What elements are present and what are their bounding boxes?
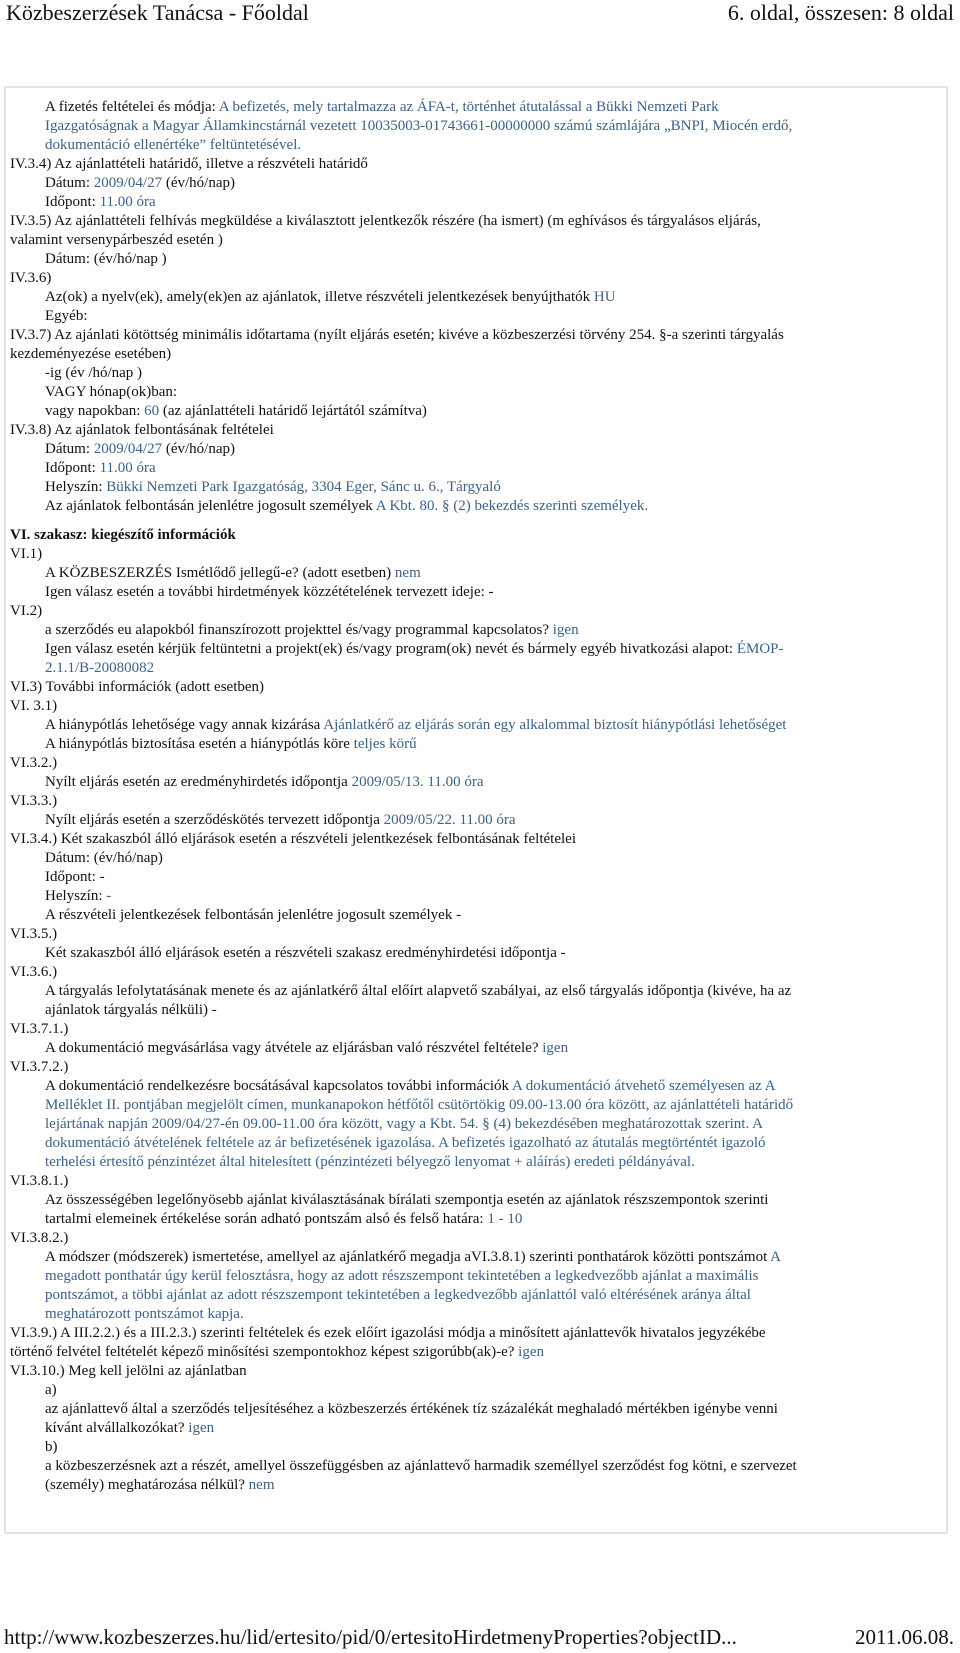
field-value: 60 — [144, 403, 160, 419]
text-line — [10, 174, 942, 193]
field-value: 2009/05/13. 11.00 óra — [351, 774, 484, 790]
field-value: 11.00 óra — [99, 460, 156, 476]
text-line — [10, 288, 942, 307]
field-label: Időpont: - — [45, 869, 105, 885]
text-line — [10, 697, 942, 716]
field-label: Helyszín: — [45, 479, 107, 495]
field-label: A dokumentáció megvásárlása vagy átvétele az eljárásban való részvétel feltétele? — [45, 1040, 543, 1056]
field-label: VI.3) További információk (adott esetben) — [10, 679, 265, 695]
text-line — [10, 1134, 942, 1153]
text-line — [10, 231, 942, 250]
text-line — [10, 963, 942, 982]
text-line — [10, 1400, 942, 1419]
field-label: VI.3.4.) Két szakaszból álló eljárások esetén a részvételi jelentkezések felbontásának feltételei — [10, 831, 576, 847]
field-label: VI.3.8.1.) — [10, 1173, 69, 1189]
field-label: valamint versenypárbeszéd esetén ) — [10, 232, 223, 248]
text-line — [10, 849, 942, 868]
field-label: Igen válasz esetén kérjük feltüntetni a projekt(ek) és/vagy program(ok) nevét és bármely egyéb hivatkozási alapot: — [45, 641, 737, 657]
field-value: A befizetés, mely tartalmazza az ÁFA-t, történhet átutalással a Bükki Nemzeti Park — [218, 99, 719, 115]
text-line — [10, 307, 942, 326]
field-value: A Kbt. 80. § (2) bekezdés szerinti személyek. — [375, 498, 649, 514]
field-label: (év/hó/nap) — [162, 175, 235, 191]
text-line — [10, 773, 942, 792]
text-line — [10, 811, 942, 830]
field-value: terhelési értesítő pénzintézet által hitelesített (pénzintézeti bélyegző lenyomat + aláírás) eredeti példányával. — [45, 1154, 695, 1170]
text-line — [10, 1286, 942, 1305]
text-line — [10, 1438, 942, 1457]
text-line — [10, 1267, 942, 1286]
field-label: Két szakaszból álló eljárások esetén a részvételi szakasz eredményhirdetési időpontja - — [45, 945, 566, 961]
text-line — [10, 1077, 942, 1096]
field-label: VI.3.5.) — [10, 926, 58, 942]
field-label: VI.3.9.) A III.2.2.) és a III.2.3.) szerinti feltételek és ezek előírt igazolási módja a minősített ajánlattevők hivatalos jegyzékébe — [10, 1325, 766, 1341]
text-line — [10, 326, 942, 345]
text-line — [10, 98, 942, 117]
text-line — [10, 1381, 942, 1400]
field-label: (az ajánlattételi határidő lejártától számítva) — [159, 403, 427, 419]
text-line — [10, 621, 942, 640]
field-value: - — [106, 888, 112, 904]
field-label: VI.3.3.) — [10, 793, 58, 809]
text-line — [10, 1039, 942, 1058]
field-label: A tárgyalás lefolytatásának menete és az ajánlatkérő által előírt alapvető szabályai, az első tárgyalás időpontja (kivéve, ha az — [45, 983, 792, 999]
field-label: IV.3.7) Az ajánlati kötöttség minimális időtartama (nyílt eljárás esetén; kivéve a közbeszerzési törvény 254. §-a szerinti tárgyalás — [10, 327, 784, 343]
page-title: Közbeszerzések Tanácsa - Főoldal — [6, 0, 309, 25]
field-label: történő felvétel feltételét képező minősítési szempontokhoz képest szigorúbb(ak)-e? — [10, 1344, 519, 1360]
field-label: b) — [45, 1439, 58, 1455]
text-line — [10, 155, 942, 174]
text-line — [10, 868, 942, 887]
field-label: ajánlatok tárgyalás nélküli) - — [45, 1002, 217, 1018]
field-value: dokumentáció átvételének feltétele az ár befizetésének igazolása. A befizetés igazolható az átutalás megtörténtét igazoló — [45, 1135, 766, 1151]
text-line — [10, 250, 942, 269]
text-line — [10, 421, 942, 440]
field-value: A dokumentáció átvehető személyesen az A — [511, 1078, 776, 1094]
field-value: megadott ponthatár úgy kerül felosztásra, hogy az adott részszempont tekintetében a legkedvezőbb ajánlat a maximális — [45, 1268, 759, 1284]
field-value: A — [770, 1249, 782, 1265]
page-header — [0, 0, 960, 30]
field-label: a) — [45, 1382, 57, 1398]
section-heading — [10, 526, 942, 545]
field-label: kívánt alvállalkozókat? — [45, 1420, 189, 1436]
footer-date: 2011.06.08. — [855, 1625, 954, 1649]
text-line — [10, 602, 942, 621]
text-line — [10, 497, 942, 516]
field-label: -ig (év /hó/nap ) — [45, 365, 143, 381]
field-value: dokumentáció ellenértéke” feltüntetésével. — [45, 137, 302, 153]
field-label: A hiánypótlás lehetősége vagy annak kizárása — [45, 717, 324, 733]
field-label: (év/hó/nap) — [162, 441, 235, 457]
text-line — [10, 944, 942, 963]
text-line — [10, 402, 942, 421]
field-value: meghatározott pontszámot kapja. — [45, 1306, 244, 1322]
text-line — [10, 459, 942, 478]
field-value: 2009/05/22. 11.00 óra — [383, 812, 516, 828]
field-value: teljes körű — [353, 736, 417, 752]
field-label: kezdeményezése esetében) — [10, 346, 172, 362]
field-value: 11.00 óra — [99, 194, 156, 210]
field-label: VI.3.7.2.) — [10, 1059, 69, 1075]
text-line — [10, 345, 942, 364]
field-label: Nyílt eljárás esetén az eredményhirdetés időpontja — [45, 774, 352, 790]
text-line — [10, 1362, 942, 1381]
field-label: Dátum: (év/hó/nap ) — [45, 251, 167, 267]
field-value: Melléklet II. pontjában megjelölt címen, munkanapokon hétfőtől csütörtökig 09.00-13.00 óra között, az ajánlattételi határidő — [45, 1097, 794, 1113]
field-value: igen — [552, 622, 579, 638]
field-label: IV.3.8) Az ajánlatok felbontásának feltételei — [10, 422, 274, 438]
field-label: a szerződés eu alapokból finanszírozott projekttel és/vagy programmal kapcsolatos? — [45, 622, 553, 638]
field-label: Dátum: (év/hó/nap) — [45, 850, 163, 866]
text-line — [10, 716, 942, 735]
page-number: 6. oldal, összesen: 8 oldal — [727, 0, 954, 25]
text-line — [10, 383, 942, 402]
field-label: vagy napokban: — [45, 403, 145, 419]
field-label: Helyszín: — [45, 888, 107, 904]
field-value: igen — [518, 1344, 544, 1360]
field-label: Nyílt eljárás esetén a szerződéskötés tervezett időpontja — [45, 812, 384, 828]
field-label: Az ajánlatok felbontásán jelenlétre jogosult személyek — [45, 498, 376, 514]
text-line — [10, 136, 942, 155]
text-line — [10, 117, 942, 136]
text-line — [10, 478, 942, 497]
field-label: (személy) meghatározása nélkül? — [45, 1477, 249, 1493]
field-value: 2.1.1/B-20080082 — [45, 660, 155, 676]
field-label: Az(ok) a nyelv(ek), amely(ek)en az ajánlatok, illetve részvételi jelentkezések benyújthatók — [45, 289, 594, 305]
text-line — [10, 887, 942, 906]
field-value: lejártának napján 2009/04/27-én 09.00-11.00 óra között, vagy a Kbt. 54. § (4) bekezdésében meghatározottak szerint. A — [45, 1116, 763, 1132]
text-line — [10, 982, 942, 1001]
text-line — [10, 212, 942, 231]
text-line — [10, 564, 942, 583]
field-value: ÉMOP- — [736, 641, 784, 657]
text-line — [10, 1058, 942, 1077]
field-value: HU — [593, 289, 616, 305]
text-line — [10, 1476, 942, 1495]
field-label: A fizetés feltételei és módja: — [45, 99, 219, 115]
field-value: Bükki Nemzeti Park Igazgatóság, 3304 Eger, Sánc u. 6., Tárgyaló — [106, 479, 501, 495]
field-label: A részvételi jelentkezések felbontásán jelenlétre jogosult személyek - — [45, 907, 462, 923]
text-line — [10, 1115, 942, 1134]
footer-url[interactable]: http://www.kozbeszerzes.hu/lid/ertesito/pid/0/ertesitoHirdetmenyProperties?objectID... — [4, 1625, 737, 1649]
text-line — [10, 792, 942, 811]
field-value: 2009/04/27 — [93, 175, 163, 191]
field-label: VI.2) — [10, 603, 43, 619]
text-line — [10, 1324, 942, 1343]
field-value: 2009/04/27 — [93, 441, 163, 457]
text-line — [10, 1191, 942, 1210]
text-line — [10, 1001, 942, 1020]
field-label: VI.3.7.1.) — [10, 1021, 69, 1037]
text-line — [10, 1248, 942, 1267]
field-label: VI. 3.1) — [10, 698, 58, 714]
field-label: VI.1) — [10, 546, 43, 562]
field-label: VI.3.10.) Meg kell jelölni az ajánlatban — [10, 1363, 247, 1379]
text-line — [10, 1210, 942, 1229]
field-value: Igazgatóságnak a Magyar Államkincstárnál vezetett 10035003-01743661-00000000 számú számlájára „BNPI, Miocén erdő, — [45, 118, 793, 134]
text-line — [10, 1020, 942, 1039]
text-line — [10, 830, 942, 849]
field-label: A módszer (módszerek) ismertetése, amellyel az ajánlatkérő megadja aVI.3.8.1) szerinti ponthatárok közötti pontszámot — [45, 1249, 771, 1265]
field-label: A KÖZBESZERZÉS Ismétlődő jellegű-e? (adott esetben) — [45, 565, 395, 581]
text-line — [10, 640, 942, 659]
field-label: Időpont: — [45, 460, 100, 476]
text-line — [10, 925, 942, 944]
field-value: igen — [542, 1040, 569, 1056]
field-label: IV.3.6) — [10, 270, 52, 286]
field-label: VI.3.6.) — [10, 964, 58, 980]
field-value: nem — [394, 565, 421, 581]
text-line — [10, 678, 942, 697]
field-label: Igen válasz esetén a további hirdetmények közzétételének tervezett ideje: - — [45, 584, 494, 600]
field-label: tartalmi elemeinek értékelése során adható pontszám alsó és felső határa: — [45, 1211, 488, 1227]
text-line — [10, 545, 942, 564]
field-label: VI. szakasz: kiegészítő információk — [10, 527, 236, 543]
notice-content — [10, 98, 942, 1495]
page-footer — [0, 1625, 960, 1651]
text-line — [10, 1172, 942, 1191]
field-label: az ajánlattevő által a szerződés teljesítéséhez a közbeszerzés értékének tíz százalékát meghaladó mértékben igénybe venni — [45, 1401, 778, 1417]
text-line — [10, 1096, 942, 1115]
field-label: IV.3.4) Az ajánlattételi határidő, illetve a részvételi határidő — [10, 156, 368, 172]
text-line — [10, 754, 942, 773]
field-label: VAGY hónap(ok)ban: — [45, 384, 178, 400]
field-value: 1 - 10 — [487, 1211, 523, 1227]
text-line — [10, 1305, 942, 1324]
text-line — [10, 1229, 942, 1248]
field-label: Időpont: — [45, 194, 100, 210]
text-line — [10, 1457, 942, 1476]
field-label: a közbeszerzésnek azt a részét, amellyel összefüggésben az ajánlattevő harmadik személlyel szerződést fog kötni, e szervezet — [45, 1458, 797, 1474]
field-value: pontszámot, a többi ajánlat az adott részszempont tekintetében a legkedvezőbb ajánlattól való eltérésének aránya által — [45, 1287, 751, 1303]
text-line — [10, 906, 942, 925]
field-label: Dátum: — [45, 441, 94, 457]
field-label: Egyéb: — [45, 308, 88, 324]
text-line — [10, 364, 942, 383]
field-label: VI.3.8.2.) — [10, 1230, 69, 1246]
text-line — [10, 440, 942, 459]
text-line — [10, 583, 942, 602]
field-label: A dokumentáció rendelkezésre bocsátásával kapcsolatos további információk — [45, 1078, 512, 1094]
field-label: A hiánypótlás biztosítása esetén a hiánypótlás köre — [45, 736, 354, 752]
text-line — [10, 659, 942, 678]
text-line — [10, 193, 942, 212]
text-line — [10, 1153, 942, 1172]
field-value: Ajánlatkérő az eljárás során egy alkalommal biztosít hiánypótlási lehetőséget — [323, 717, 787, 733]
text-line — [10, 735, 942, 754]
text-line — [10, 1419, 942, 1438]
field-value: igen — [188, 1420, 215, 1436]
field-label: Dátum: — [45, 175, 94, 191]
field-label: IV.3.5) Az ajánlattételi felhívás megküldése a kiválasztott jelentkezők részére (ha ismert) (m eghívásos és tárgyalásos eljárás, — [10, 213, 761, 229]
field-label: VI.3.2.) — [10, 755, 58, 771]
field-value: nem — [248, 1477, 275, 1493]
text-line — [10, 1343, 942, 1362]
field-label: Az összességében legelőnyösebb ajánlat kiválasztásának bírálati szempontja esetén az ajánlatok részszempontok szerinti — [45, 1192, 769, 1208]
text-line — [10, 269, 942, 288]
